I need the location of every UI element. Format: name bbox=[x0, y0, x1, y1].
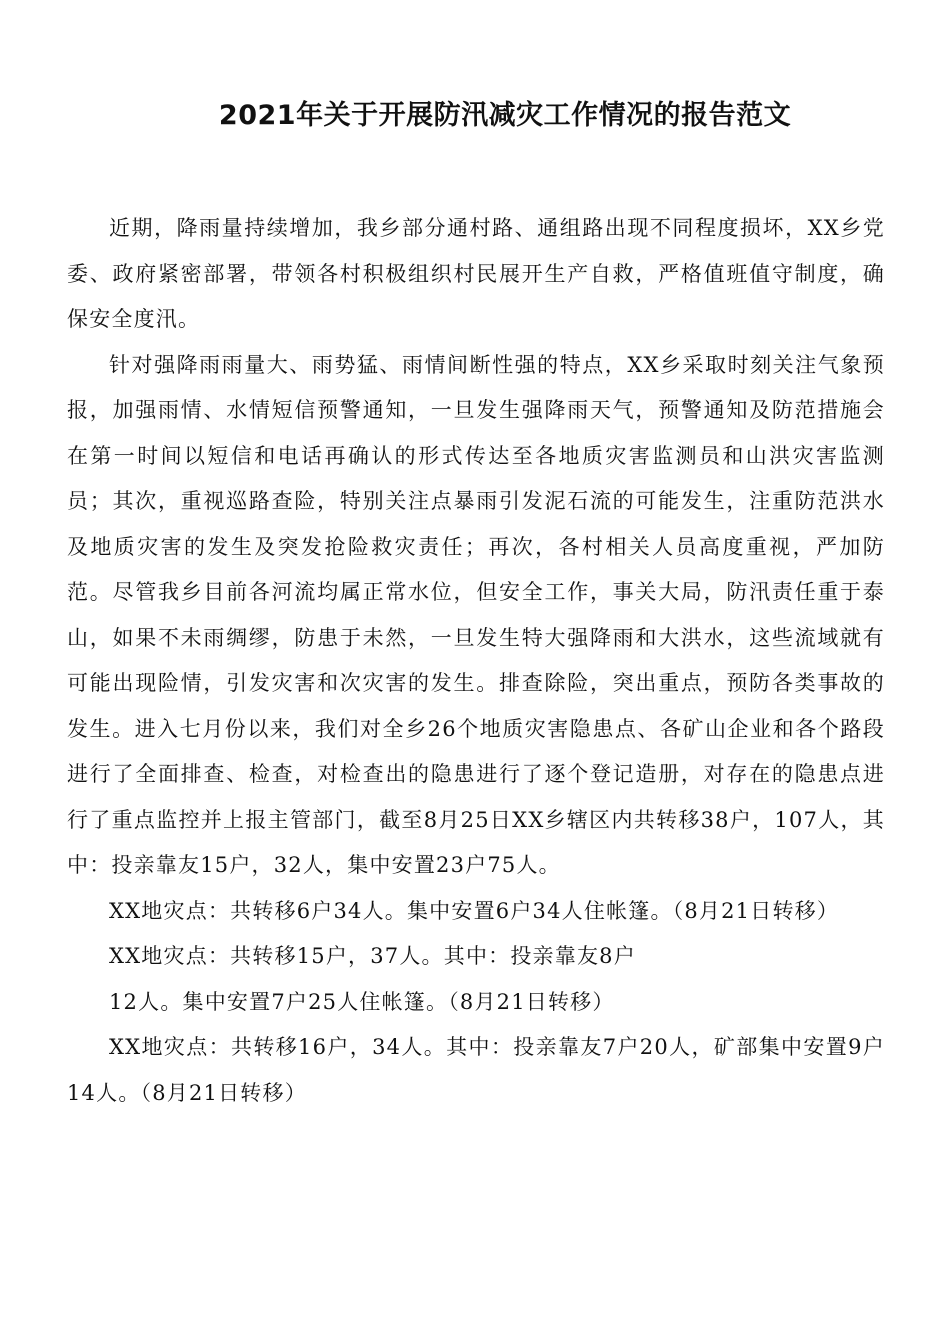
paragraph-measures: 针对强降雨雨量大、雨势猛、雨情间断性强的特点，XX乡采取时刻关注气象预报，加强雨情、水情短信预警通知，一旦发生强降雨天气，预警通知及防范措施会在第一时间以短信和电话再确认的形式传达至各地质灾害监测员和山洪灾害监测员；其次，重视巡路查险，特别关注点暴雨引发泥石流的可能发生，注重防范洪水及地质灾害的发生及突发抢险救灾责任；再次，各村相关人员高度重视，严加防范。尽管我乡目前各河流均属正常水位，但安全工作，事关大局，防汛责任重于泰山，如果不未雨绸缪，防患于未然，一旦发生特大强降雨和大洪水，这些流域就有可能出现险情，引发灾害和次灾害的发生。排查除险，突出重点，预防各类事故的发生。进入七月份以来，我们对全乡26个地质灾害隐患点、各矿山企业和各个路段进行了全面排查、检查，对检查出的隐患进行了逐个登记造册，对存在的隐患点进行了重点监控并上报主管部门，截至8月25日XX乡辖区内共转移38户，107人，其中：投亲靠友15户，32人，集中安置23户75人。 bbox=[67, 352, 885, 877]
paragraph-site-2-continued: 12人。集中安置7户25人住帐篷。（8月21日转移） bbox=[109, 989, 615, 1014]
document-title: 2021年关于开展防汛减灾工作情况的报告范文 bbox=[218, 100, 792, 131]
document-body bbox=[67, 206, 885, 1116]
paragraph-intro: 近期，降雨量持续增加，我乡部分通村路、通组路出现不同程度损坏，XX乡党委、政府紧密部署，带领各村积极组织村民展开生产自救，严格值班值守制度，确保安全度汛。 bbox=[67, 216, 885, 331]
paragraph-site-3: XX地灾点：共转移16户，34人。其中：投亲靠友7户20人，矿部集中安置9户14人。（8月21日转移） bbox=[67, 1035, 885, 1105]
paragraph-site-2: XX地灾点：共转移15户，37人。其中：投亲靠友8户 bbox=[109, 944, 636, 968]
paragraph-site-1: XX地灾点：共转移6户34人。集中安置6户34人住帐篷。（8月21日转移） bbox=[109, 898, 840, 923]
